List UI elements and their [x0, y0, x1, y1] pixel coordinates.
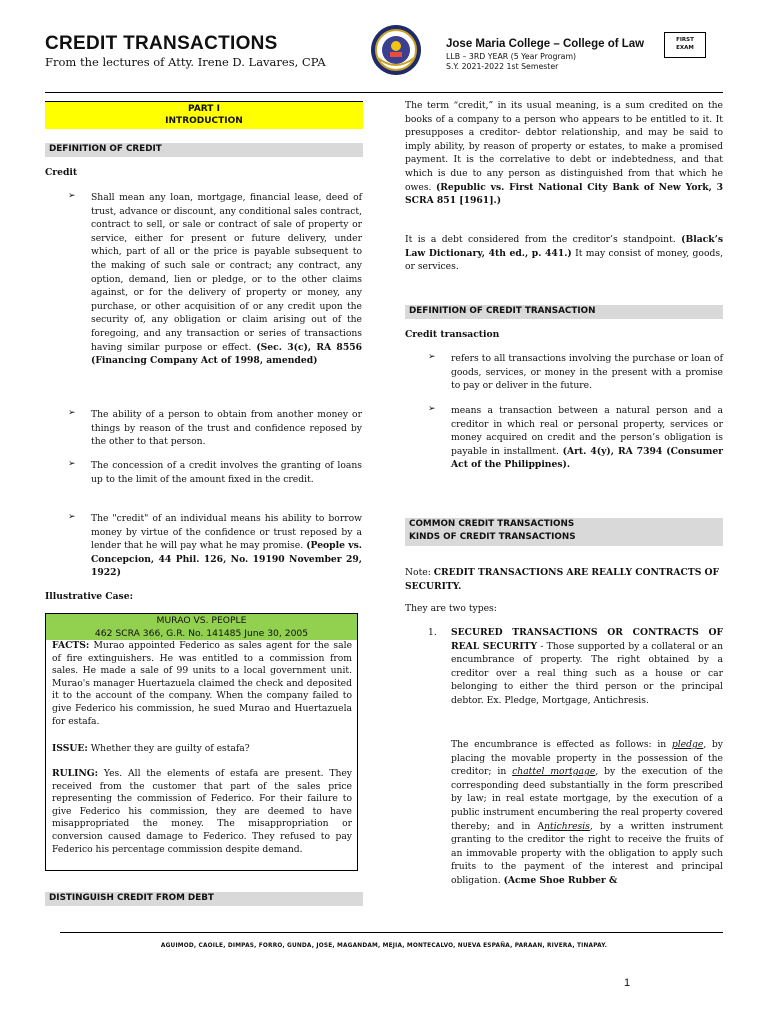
- note-text: CREDIT TRANSACTIONS ARE REALLY CONTRACTS OF SECURITY.: [405, 567, 720, 592]
- footer-divider: [60, 932, 723, 933]
- encumbrance-antichresis: ntichresis: [544, 820, 590, 832]
- bullet-arrow-icon: ➢: [428, 404, 436, 414]
- exam-badge-line1: FIRST: [676, 37, 694, 43]
- common-credit-transactions-heading: COMMON CREDIT TRANSACTIONS: [409, 519, 575, 529]
- bullet-arrow-icon: ➢: [68, 512, 76, 522]
- debt-standpoint-text-2: It may consist of money, goods, or services.: [405, 247, 724, 273]
- document-title: CREDIT TRANSACTIONS: [45, 33, 278, 54]
- note-label: Note:: [405, 567, 431, 578]
- credit-definition-1-citation: (Sec. 3(c), RA 8556 (Financing Company Act of 1998, amended): [91, 341, 362, 367]
- note-paragraph: [405, 566, 723, 593]
- section-heading-common-credit-transactions: [405, 518, 723, 546]
- encumbrance-paragraph: [451, 738, 723, 888]
- school-year-label: S.Y. 2021-2022 1st Semester: [446, 62, 559, 71]
- part-banner: [45, 101, 363, 129]
- part-divider: [45, 101, 363, 102]
- credit-transaction-definition-1: refers to all transactions involving the purchase or loan of goods, services, or money in the present with a promise to pay or deliver in the future.: [451, 353, 723, 392]
- debt-standpoint-paragraph: [405, 233, 723, 274]
- exam-badge: [664, 32, 706, 58]
- credit-transaction-label: Credit transaction: [405, 329, 500, 340]
- bullet-arrow-icon: ➢: [68, 459, 76, 469]
- bullet-arrow-icon: ➢: [428, 352, 436, 362]
- kinds-of-credit-transactions-heading: KINDS OF CREDIT TRANSACTIONS: [409, 532, 576, 542]
- encumbrance-text-a: , by placing the movable property in the possession of the creditor; in: [451, 739, 723, 778]
- illustrative-case-label: Illustrative Case:: [45, 591, 133, 602]
- credit-transaction-definition-2-citation: (Art. 4(y), RA 7394 (Consumer Act of the Philippines).: [451, 445, 724, 471]
- college-name: Jose Maria College – College of Law: [446, 38, 645, 50]
- secured-transactions-title: SECURED TRANSACTIONS OR CONTRACTS OF REAL SECURITY: [451, 627, 723, 652]
- footer-contributors: AGUIMOD, CAOILE, DIMPAS, FORRO, GUNDA, JOSE, MAGANDAM, MEJIA, MONTECALVO, NUEVA ESPAÑA, PARAAN, RIVERA, TINAPAY.: [160, 943, 608, 949]
- college-seal-icon: [370, 24, 422, 76]
- credit-definition-1: [91, 191, 362, 368]
- credit-definition-4-text: The "credit" of an individual means his ability to borrow money by virtue of the confidence or trust reposed by a lender that he will pay what he may promise.: [91, 513, 362, 552]
- encumbrance-citation: (Acme Shoe Rubber &: [503, 874, 618, 886]
- encumbrance-intro: The encumbrance is effected as follows: in: [451, 739, 667, 750]
- list-number-1: 1.: [428, 627, 437, 638]
- program-label: LLB – 3RD YEAR (5 Year Program): [446, 52, 577, 61]
- credit-transaction-definition-2-text: means a transaction between a natural person and a creditor in which real or personal property, services or money acquired on credit and the person’s obligation is payable in installment.: [451, 405, 723, 457]
- header-divider: [45, 92, 723, 93]
- two-types-label: They are two types:: [405, 603, 497, 614]
- credit-definition-2: The ability of a person to obtain from another money or things by reason of the trust and confidence reposed by the other to that person.: [91, 409, 362, 448]
- document-subtitle: From the lectures of Atty. Irene D. Lavares, CPA: [45, 55, 326, 69]
- encumbrance-text-b: , by the execution of the corresponding deed substantially in the form prescribed by law; in real estate mortgage, by the execution of a public instrument encumbering the real property covered thereby; and in A: [451, 766, 723, 832]
- secured-transactions-item: [451, 626, 723, 708]
- case-header: [46, 614, 357, 640]
- ruling-label: RULING:: [52, 768, 99, 779]
- credit-definition-4: [91, 512, 362, 580]
- section-heading-definition-of-credit: DEFINITION OF CREDIT: [45, 143, 363, 157]
- exam-badge-line2: EXAM: [676, 45, 694, 51]
- credit-meaning-paragraph: [405, 99, 723, 208]
- bullet-arrow-icon: ➢: [68, 408, 76, 418]
- issue-label: ISSUE:: [52, 743, 88, 754]
- credit-definition-3: The concession of a credit involves the granting of loans up to the limit of the amount fixed in the credit.: [91, 460, 362, 485]
- part-number: PART I: [188, 104, 220, 114]
- encumbrance-text-c: , by a written instrument granting to the creditor the right to receive the fruits of an immovable property with the obligation to apply such fruits to the payment of the interest and principal obligation.: [451, 820, 723, 886]
- facts-text: Murao appointed Federico as sales agent for the sale of fire extinguishers. He was entitled to a commission from sales. He made a sale of 99 units to a local government unit. Murao's manager Huertazuela claimed the check and deposited it to the account of the company. When the company failed to give Federico his commission, he sued Murao and Huertazuela for estafa.: [52, 640, 352, 727]
- credit-transaction-definition-2: [451, 404, 723, 472]
- credit-definition-4-citation: (People vs. Concepcion, 44 Phil. 126, No. 19190 November 29, 1922): [91, 540, 362, 579]
- bullet-arrow-icon: ➢: [68, 191, 76, 201]
- section-heading-definition-of-credit-transaction: DEFINITION OF CREDIT TRANSACTION: [405, 305, 723, 319]
- facts-label: FACTS:: [52, 640, 90, 651]
- encumbrance-pledge: pledge: [671, 739, 704, 750]
- credit-label: Credit: [45, 167, 78, 178]
- ruling-text: Yes. All the elements of estafa are present. They received from the customer that part of the sales price representing the commission of Federico. For their failure to give Federico his commission, they are deemed to have misappropriated the money. The misappropriation or conversion caused damage to Federico. They refused to pay Federico his percentage commission despite demand.: [52, 768, 352, 855]
- issue-text: Whether they are guilty of estafa?: [90, 743, 250, 754]
- case-ruling: [52, 768, 352, 856]
- part-title: INTRODUCTION: [165, 116, 243, 126]
- section-heading-distinguish-credit-from-debt: DISTINGUISH CREDIT FROM DEBT: [45, 892, 363, 906]
- debt-standpoint-citation: (Black’s Law Dictionary, 4th ed., p. 441.): [405, 234, 723, 259]
- page-number: 1: [624, 977, 631, 989]
- credit-meaning-text: The term “credit,” in its usual meaning, is a sum credited on the books of a company to a person who appears to be entitled to it. It presupposes a creditor- debtor relationship, and may be said to imply ability, by reason of property or estates, to make a promised payment. It is the correlative to debt or indebtedness, and that which is due to any person as distinguished from that which he owes.: [405, 100, 723, 193]
- secured-transactions-text: - Those supported by a collateral or an encumbrance of property. The right obtained by a creditor over a real thing such as a house or car belonging to either the third person or the principal debtor. Ex. Pledge, Mortgage, Antichresis.: [451, 640, 723, 706]
- credit-meaning-citation: (Republic vs. First National City Bank of New York, 3 SCRA 851 [1961].): [405, 181, 724, 207]
- case-facts: [52, 640, 352, 728]
- case-title: MURAO VS. PEOPLE: [156, 615, 247, 626]
- encumbrance-chattel-mortgage: chattel mortgage: [512, 766, 596, 778]
- debt-standpoint-text: It is a debt considered from the creditor’s standpoint.: [405, 234, 676, 245]
- case-issue: [52, 742, 352, 756]
- case-citation: 462 SCRA 366, G.R. No. 141485 June 30, 2005: [94, 628, 309, 639]
- credit-definition-1-text: Shall mean any loan, mortgage, financial lease, deed of trust, advance or discount, any conditional sales contract, contract to sell, or sale or contract of sale of property or service, either for present or future delivery, under which, part of all or the price is payable subsequent to the making of such sale or contract; any contract, any option, demand, lien or pledge, or to the other claims against, or for the delivery of property or money, any purchase, or other acquisition of or any credit upon the security of, any obligation or claim arising out of the foregoing, and any transaction or series of transactions having similar purpose or effect.: [91, 192, 362, 353]
